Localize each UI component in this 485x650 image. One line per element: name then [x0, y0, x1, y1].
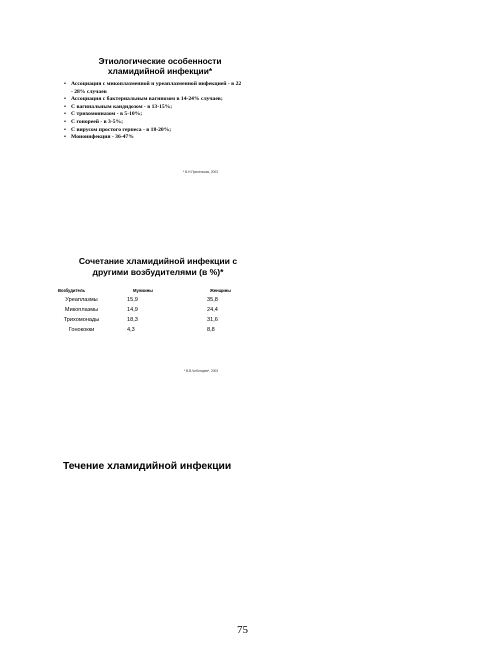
slide1-title: Этиологические особенности хламидийной инфекции*	[98, 56, 222, 76]
slide2-source-note: * В.В.Чеботарев*, 2003	[184, 369, 219, 373]
table-cell: Уреаплазмы	[65, 297, 98, 303]
table-cell: 4,3	[127, 327, 135, 333]
table-cell: 15,9	[127, 297, 138, 303]
table-cell: 18,3	[127, 317, 138, 323]
list-item: • Ассоциация с бактериальным вагинозом в 14-24% случаев;	[64, 96, 244, 104]
table-cell: 35,8	[207, 297, 218, 303]
etiology-list	[64, 81, 244, 142]
table-row	[53, 305, 260, 315]
table-row	[53, 315, 260, 325]
list-item: • Ассоциация с микоплазменной и уреаплазменной инфекцией - в 22 - 28% случаев	[64, 81, 244, 96]
column-header: Мужчины	[133, 287, 153, 293]
list-item: • С трихомониазом - в 5-10%;	[64, 111, 244, 119]
list-item: • С вагинальным кандидозом - в 13-15%;	[64, 104, 244, 112]
column-header: Возбудитель	[58, 287, 86, 293]
table-cell: 8,8	[207, 327, 215, 333]
table-row	[53, 325, 260, 335]
table-cell: 31,6	[207, 317, 218, 323]
slide1-source-note: * В.Н.Прилепская, 2003	[183, 170, 218, 174]
table-cell: 14,9	[127, 307, 138, 313]
table-header-row	[53, 285, 260, 295]
list-item: • Моноинфекция - 36-47%	[64, 134, 244, 142]
section-heading: Течение хламидийной инфекции	[63, 461, 232, 472]
coinfection-table	[53, 285, 260, 335]
table-cell: Микоплазмы	[64, 307, 99, 313]
table-cell: Гонококки	[68, 327, 95, 333]
page-number: 75	[237, 624, 248, 636]
column-header: Женщины	[210, 287, 231, 293]
table-cell: 24,4	[207, 307, 218, 313]
table-cell: Трихомонады	[63, 317, 100, 323]
table-row	[53, 295, 260, 305]
list-item: • С вирусом простого герпеса - в 18-20%;	[64, 127, 244, 135]
slide2-title: Сочетание хламидийной инфекции с другими возбудителями (в %)*	[78, 256, 238, 277]
list-item: • С гонореей - в 3-5%;	[64, 119, 244, 127]
